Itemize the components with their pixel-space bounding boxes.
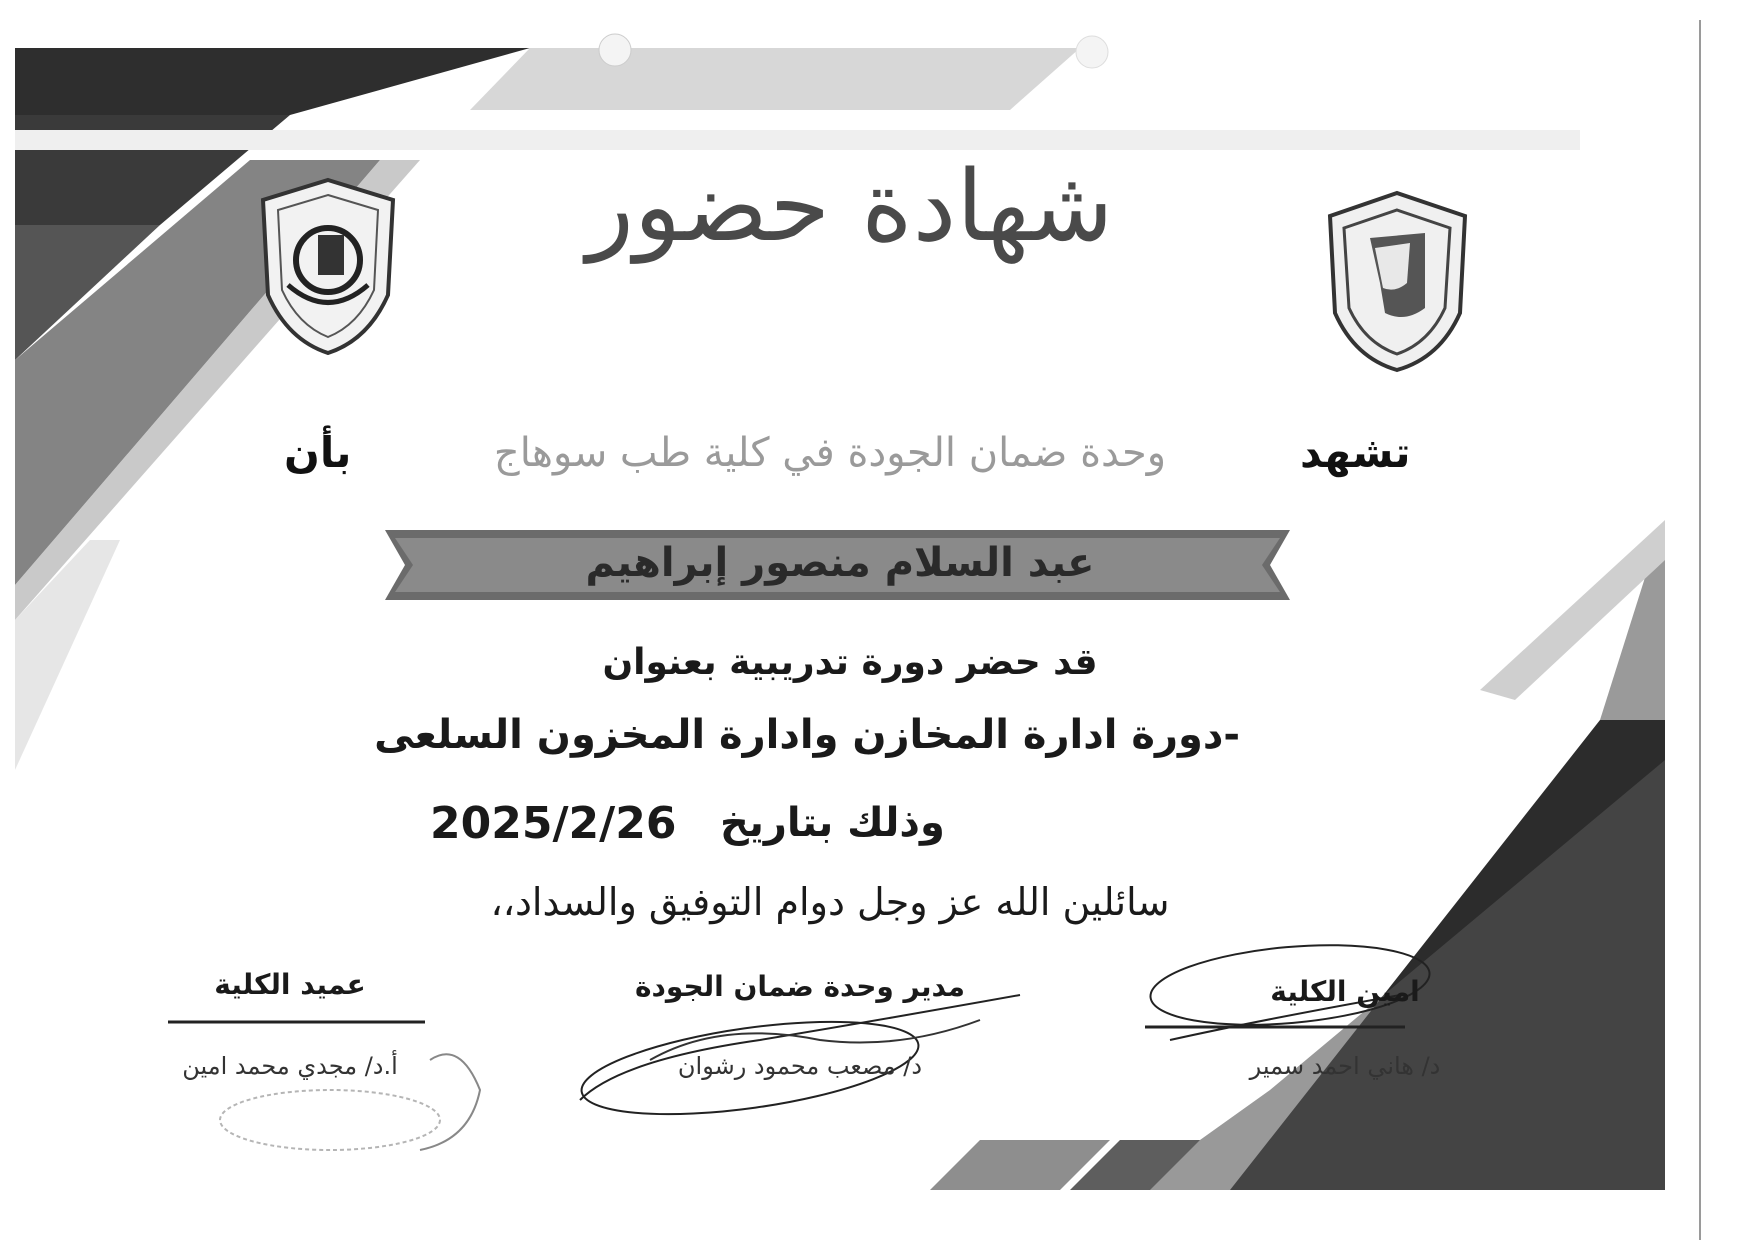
that-word-text: بأن bbox=[284, 428, 352, 477]
college-secretary-title: امين الكلية bbox=[1270, 975, 1420, 1008]
attended-line: قد حضر دورة تدريبية بعنوان bbox=[602, 642, 1098, 683]
dean-title: عميد الكلية bbox=[214, 968, 366, 1001]
quality-unit-director-title: مدير وحدة ضمان الجودة bbox=[635, 970, 965, 1003]
testifies-text: تشهد bbox=[1300, 428, 1411, 477]
issuer-text: وحدة ضمان الجودة في كلية طب سوهاج bbox=[493, 430, 1167, 476]
certificate-title: شهادة حضور bbox=[586, 150, 1114, 264]
quality-unit-director-name: د/ مصعب محمود رشوان bbox=[677, 1052, 923, 1080]
date-value: 2025/2/26 bbox=[430, 798, 677, 849]
college-secretary-name: د/ هاني احمد سمير bbox=[1249, 1052, 1441, 1080]
course-title: -دورة ادارة المخازن وادارة المخزون السلعى bbox=[374, 712, 1240, 758]
dean-name: أ.د/ مجدي محمد امين bbox=[182, 1052, 398, 1080]
date-label: وذلك بتاريخ bbox=[720, 800, 945, 846]
closing-text: سائلين الله عز وجل دوام التوفيق والسداد،، bbox=[490, 880, 1170, 924]
recipient-name: عبد السلام منصور إبراهيم bbox=[585, 540, 1095, 586]
